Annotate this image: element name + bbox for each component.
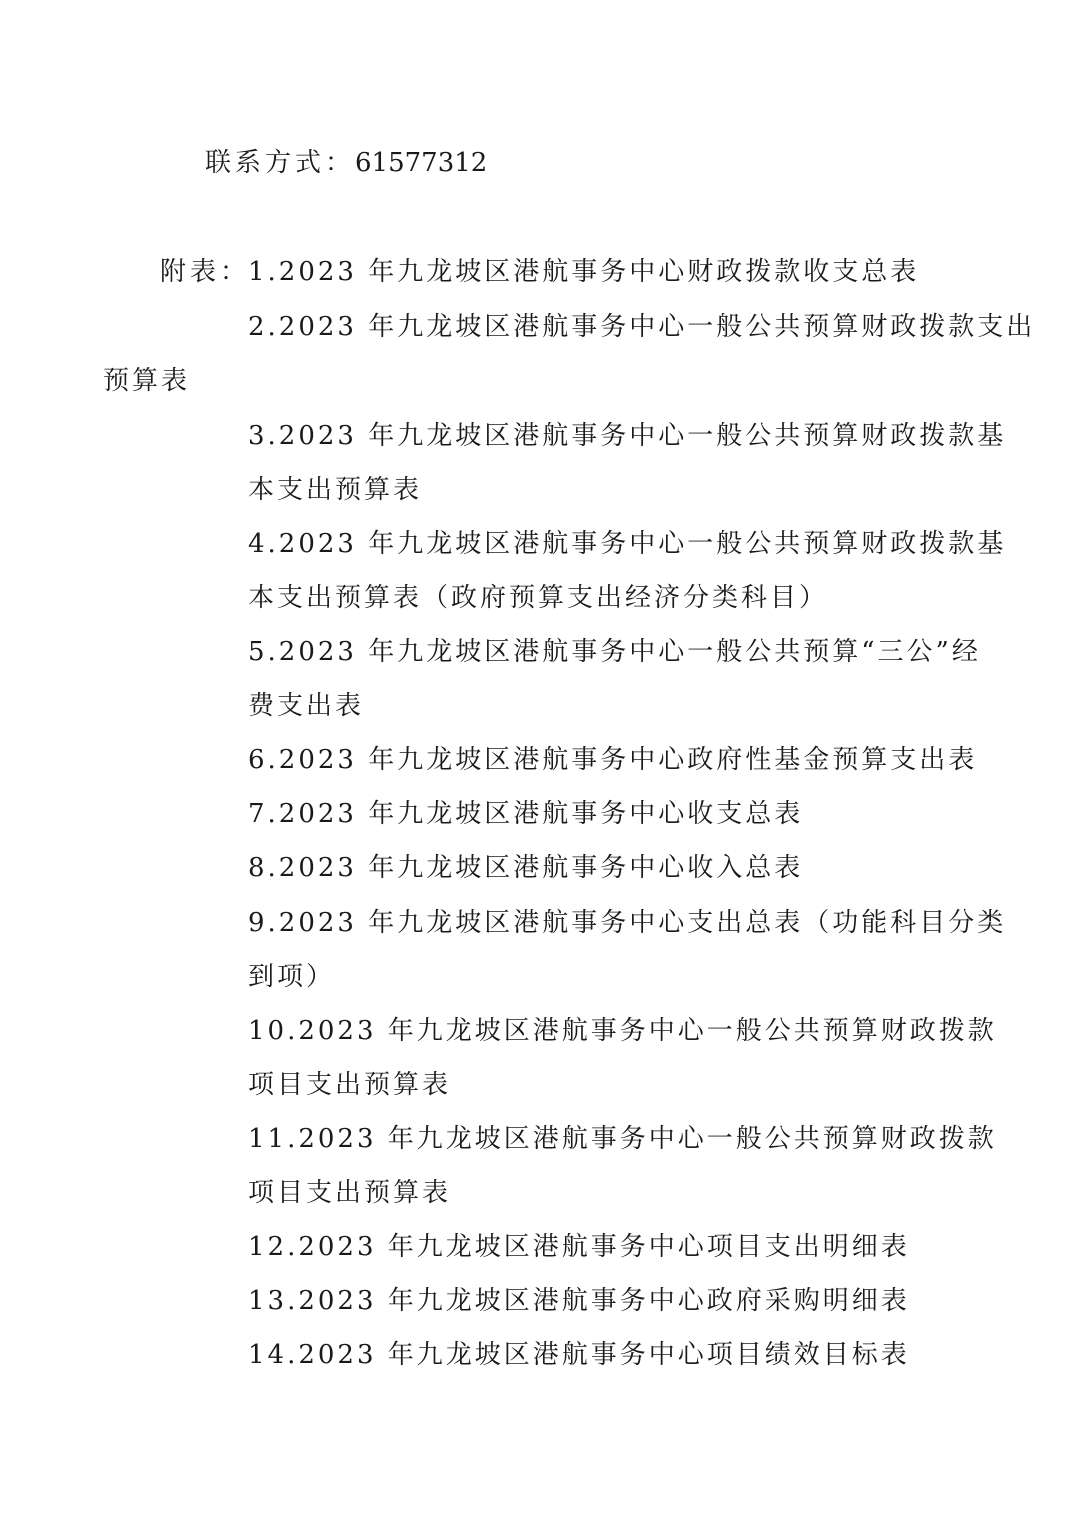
attachment-line: 5.2023 年九龙坡区港航事务中心一般公共预算“三公”经 [248, 637, 981, 667]
attachment-line: 2.2023 年九龙坡区港航事务中心一般公共预算财政拨款支出 [248, 312, 1036, 342]
attachment-line-wrap: 项目支出预算表 [248, 1178, 452, 1208]
attachment-line: 10.2023 年九龙坡区港航事务中心一般公共预算财政拨款 [248, 1016, 997, 1046]
attachment-line-wrap: 本支出预算表（政府预算支出经济分类科目） [248, 583, 829, 613]
attachment-line-wrap: 到项） [248, 962, 336, 992]
attachment-line-wrap: 费支出表 [248, 691, 365, 721]
attachment-line: 8.2023 年九龙坡区港航事务中心收入总表 [248, 853, 804, 883]
attachment-line: 13.2023 年九龙坡区港航事务中心政府采购明细表 [248, 1286, 910, 1316]
attachment-line: 12.2023 年九龙坡区港航事务中心项目支出明细表 [248, 1232, 910, 1262]
attachment-line: 11.2023 年九龙坡区港航事务中心一般公共预算财政拨款 [248, 1124, 997, 1154]
attachment-line: 4.2023 年九龙坡区港航事务中心一般公共预算财政拨款基 [248, 529, 1007, 559]
attachment-line: 6.2023 年九龙坡区港航事务中心政府性基金预算支出表 [248, 745, 978, 775]
contact-phone: 61577312 [355, 148, 488, 178]
attachment-line: 9.2023 年九龙坡区港航事务中心支出总表（功能科目分类 [248, 908, 1007, 938]
attachment-line: 7.2023 年九龙坡区港航事务中心收支总表 [248, 799, 804, 829]
attachment-line: 14.2023 年九龙坡区港航事务中心项目绩效目标表 [248, 1340, 910, 1370]
attachment-line: 1.2023 年九龙坡区港航事务中心财政拨款收支总表 [248, 257, 920, 287]
attachment-line-wrap: 本支出预算表 [248, 475, 423, 505]
contact-line [205, 146, 487, 180]
attachment-line-wrap: 项目支出预算表 [248, 1070, 452, 1100]
attachment-line: 3.2023 年九龙坡区港航事务中心一般公共预算财政拨款基 [248, 421, 1007, 451]
attachments-prefix: 附表： [160, 257, 251, 287]
contact-label: 联系方式： [205, 148, 356, 178]
attachment-line-wrap: 预算表 [103, 366, 191, 396]
